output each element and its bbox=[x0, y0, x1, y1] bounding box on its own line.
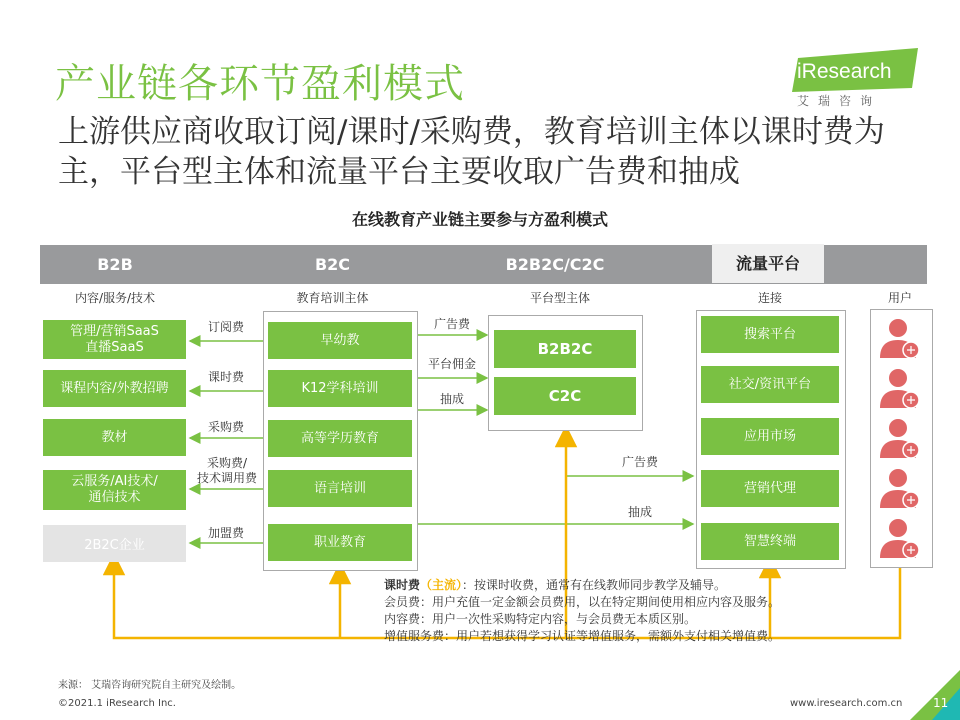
logo-text: iResearch bbox=[797, 60, 892, 83]
header-flow-platform: 流量平台 bbox=[712, 244, 824, 283]
diagram-title: 在线教育产业链主要参与方盈利模式 bbox=[351, 210, 608, 229]
user-icon bbox=[876, 518, 926, 560]
note-lesson-fee bbox=[384, 577, 780, 594]
flow-box-search: 搜索平台 bbox=[701, 316, 839, 353]
header-b2b2c: B2B2C/C2C bbox=[505, 255, 605, 274]
source-note: 来源： 艾瑞咨询研究院自主研究及绘制。 bbox=[58, 680, 242, 691]
b2c-box-early-education: 早幼教 bbox=[268, 322, 412, 359]
copyright: ©2021.1 iResearch Inc. bbox=[58, 698, 176, 709]
label-purchase-fee: 采购费 bbox=[207, 420, 244, 434]
label-lesson-fee: 课时费 bbox=[207, 370, 244, 384]
subheader-b2b: 内容/服务/技术 bbox=[74, 291, 156, 305]
header-b2c: B2C bbox=[314, 255, 351, 274]
subheader-user: 用户 bbox=[887, 291, 912, 305]
b2c-box-language: 语言培训 bbox=[268, 470, 412, 507]
flow-box-marketing: 营销代理 bbox=[701, 470, 839, 507]
b2c-box-vocational: 职业教育 bbox=[268, 524, 412, 561]
b2b-box-2b2c: 2B2C企业 bbox=[43, 525, 186, 562]
label-franchise-fee: 加盟费 bbox=[207, 526, 244, 540]
label-ad-fee-right: 广告费 bbox=[621, 455, 658, 469]
user-icon bbox=[876, 468, 926, 510]
note-value-added-fee: 增值服务费：用户若想获得学习认证等增值服务，需额外支付相关增值费。 bbox=[384, 629, 781, 643]
b2c-box-k12: K12学科培训 bbox=[268, 370, 412, 407]
subheader-platform: 平台型主体 bbox=[529, 291, 590, 305]
note-lesson-fee-label: 课时费 bbox=[384, 578, 421, 592]
header-b2b: B2B bbox=[97, 255, 133, 274]
b2c-box-higher-education: 高等学历教育 bbox=[268, 420, 412, 457]
corner-decoration bbox=[910, 670, 960, 720]
subheader-flow: 连接 bbox=[757, 291, 782, 305]
user-icon bbox=[876, 318, 926, 360]
label-commission-mid: 抽成 bbox=[439, 392, 464, 406]
flow-box-smart-terminal: 智慧终端 bbox=[701, 523, 839, 560]
page-title: 产业链各环节盈利模式 bbox=[55, 61, 465, 107]
logo-subtext: 艾瑞咨询 bbox=[797, 94, 882, 108]
page-number: 11 bbox=[933, 696, 949, 710]
platform-box-b2b2c: B2B2C bbox=[494, 330, 636, 368]
b2b-box-textbook: 教材 bbox=[43, 419, 186, 456]
platform-box-c2c: C2C bbox=[494, 377, 636, 415]
label-commission-right: 抽成 bbox=[627, 505, 652, 519]
flow-box-app-market: 应用市场 bbox=[701, 418, 839, 455]
website-url: www.iresearch.com.cn bbox=[790, 698, 903, 709]
note-lesson-fee-mainstream: （主流） bbox=[420, 578, 463, 592]
label-platform-commission: 平台佣金 bbox=[427, 357, 476, 371]
flow-box-social: 社交/资讯平台 bbox=[701, 366, 839, 403]
label-purchase-tech-fee: 采购费/ 技术调用费 bbox=[196, 456, 257, 485]
note-content-fee: 内容费：用户一次性采购特定内容，与会员费无本质区别。 bbox=[384, 612, 697, 626]
page-subtitle: 上游供应商收取订阅/课时/采购费，教育培训主体以课时费为主，平台型主体和流量平台主要收取广告费和抽成 bbox=[58, 114, 885, 190]
b2b-box-course-content: 课程内容/外教招聘 bbox=[43, 370, 186, 407]
note-lesson-fee-text: ：按课时收费，通常有在线教师同步教学及辅导。 bbox=[462, 578, 727, 592]
label-subscription-fee: 订阅费 bbox=[207, 320, 244, 334]
b2b-box-cloud-ai: 云服务/AI技术/ 通信技术 bbox=[43, 470, 186, 510]
b2b-box-saas: 管理/营销SaaS 直播SaaS bbox=[43, 320, 186, 359]
fee-notes bbox=[384, 577, 780, 645]
subheader-b2c: 教育培训主体 bbox=[296, 291, 369, 305]
label-ad-fee-mid: 广告费 bbox=[433, 317, 470, 331]
user-icon bbox=[876, 418, 926, 460]
user-icon bbox=[876, 368, 926, 410]
note-membership-fee: 会员费：用户充值一定金额会员费用，以在特定期间使用相应内容及服务。 bbox=[384, 595, 781, 609]
